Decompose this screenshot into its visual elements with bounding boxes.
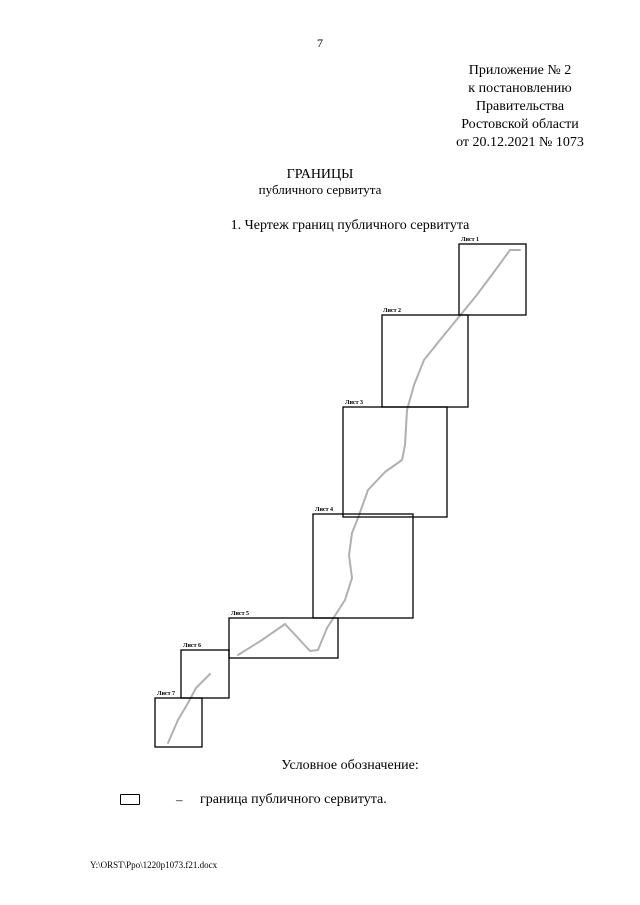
- sheet-label-3: Лист 3: [345, 400, 364, 406]
- document-subtitle: публичного сервитута: [258, 182, 382, 197]
- legend-title: Условное обозначение:: [281, 758, 419, 773]
- sheet-boundary-7: [155, 698, 202, 747]
- page-number: 7: [317, 36, 323, 50]
- appendix-line: к постановлению: [468, 81, 572, 96]
- sheet-label-1: Лист 1: [461, 237, 480, 243]
- file-path: Y:\ORST\Ppo\1220p1073.f21.docx: [90, 860, 218, 870]
- sheet-boundary-3: [343, 407, 447, 517]
- sheet-boundary-2: [382, 315, 468, 407]
- sheet-boundary-4: [313, 514, 413, 618]
- boundary-symbol-icon: [120, 794, 140, 805]
- appendix-line: Ростовской области: [461, 117, 579, 132]
- sheet-label-7: Лист 7: [157, 691, 176, 697]
- sheet-label-4: Лист 4: [315, 507, 334, 513]
- legend-text: граница публичного сервитута.: [200, 792, 387, 807]
- sheet-label-2: Лист 2: [383, 308, 402, 314]
- appendix-line: Приложение № 2: [468, 63, 572, 78]
- legend-dash: –: [176, 792, 183, 807]
- document-title: ГРАНИЦЫ: [286, 167, 354, 182]
- sheet-label-6: Лист 6: [183, 643, 202, 649]
- route-line: [238, 250, 520, 655]
- appendix-line: Правительства: [475, 99, 565, 114]
- section-heading: 1. Чертеж границ публичного сервитута: [230, 218, 470, 233]
- sheet-label-5: Лист 5: [231, 611, 250, 617]
- appendix-line: от 20.12.2021 № 1073: [456, 135, 584, 150]
- route-line: [168, 674, 210, 743]
- sheet-boundary-6: [181, 650, 229, 698]
